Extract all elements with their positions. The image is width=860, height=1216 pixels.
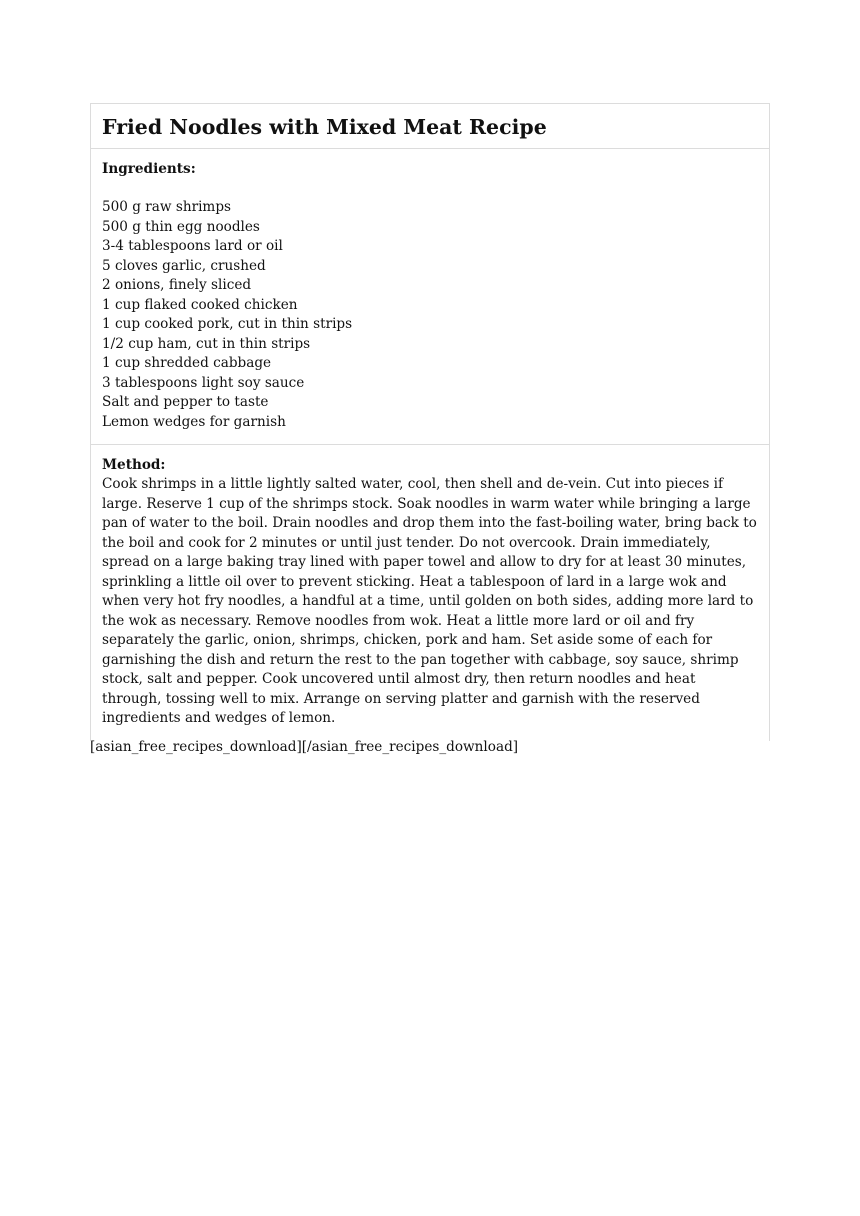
title-row — [91, 104, 769, 149]
ingredient-item: 1/2 cup ham, cut in thin strips — [102, 335, 311, 352]
download-shortcode: [asian_free_recipes_download][/asian_free_recipes_download] — [90, 739, 519, 755]
recipe-title: Fried Noodles with Mixed Meat Recipe — [102, 115, 547, 139]
ingredient-list — [102, 198, 758, 432]
ingredient-item: Lemon wedges for garnish — [102, 413, 286, 430]
ingredient-item: 1 cup cooked pork, cut in thin strips — [102, 316, 353, 332]
ingredient-item: 500 g thin egg noodles — [102, 218, 260, 235]
ingredient-item: 3-4 tablespoons lard or oil — [102, 238, 283, 254]
ingredient-item: 2 onions, finely sliced — [102, 277, 252, 293]
ingredients-heading: Ingredients: — [102, 161, 196, 177]
method-heading: Method: — [102, 457, 166, 473]
method-text: Cook shrimps in a little lightly salted water, cool, then shell and de-vein. Cut into pieces if large. Reserve 1 cup of the shrimps stock. Soak noodles in warm water while bringing a large pan of water to the boil. Drain noodles and drop them into the fast-boiling water, bring back to the boil and cook for 2 minutes or until just tender. Do not overcook. Drain immediately, spread on a large baking tray lined with paper towel and allow to dry for at least 30 minutes, sprinkling a little oil over to prevent sticking. Heat a tablespoon of lard in a large wok and when very hot fry noodles, a handful at a time, until golden on both sides, adding more lard to the wok as necessary. Remove noodles from wok. Heat a little more lard or oil and fry separately the garlic, onion, shrimps, chicken, pork and ham. Set aside some of each for garnishing the dish and return the rest to the pan together with cabbage, soy sauce, shrimp stock, salt and pepper. Cook uncovered until almost dry, then return noodles and heat through, tossing well to mix. Arrange on serving platter and garnish with the reserved ingredients and wedges of lemon. — [102, 476, 757, 726]
ingredient-item: Salt and pepper to taste — [102, 394, 269, 410]
ingredient-item: 1 cup flaked cooked chicken — [102, 296, 298, 313]
ingredients-section — [91, 149, 769, 445]
ingredient-item: 3 tablespoons light soy sauce — [102, 374, 305, 391]
ingredient-item: 500 g raw shrimps — [102, 199, 231, 215]
ingredient-item: 1 cup shredded cabbage — [102, 355, 272, 371]
method-section — [91, 445, 769, 741]
recipe-card — [90, 103, 770, 741]
ingredient-item: 5 cloves garlic, crushed — [102, 257, 266, 274]
